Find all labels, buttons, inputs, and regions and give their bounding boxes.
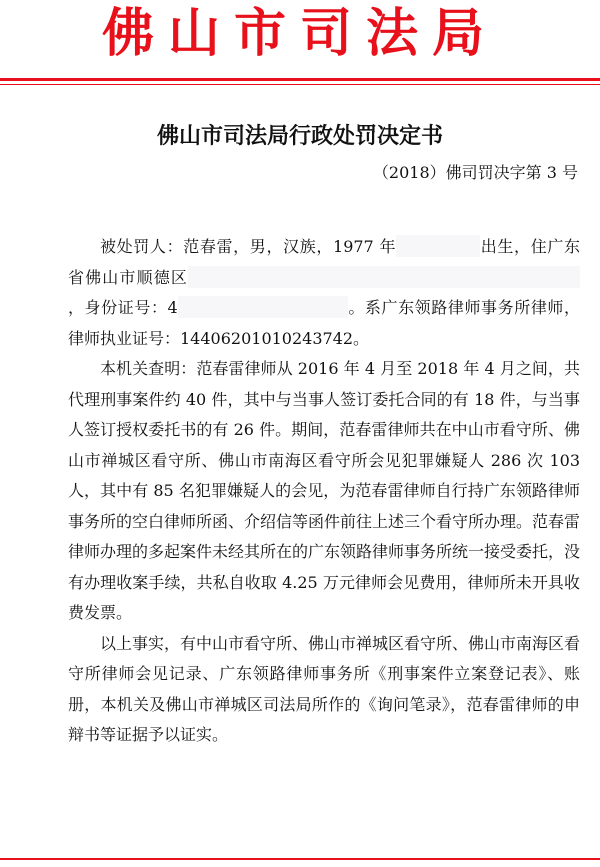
letterhead-rule-thick bbox=[0, 78, 600, 81]
paragraph-evidence: 以上事实，有中山市看守所、佛山市禅城区看守所、佛山市南海区看守所律师会见记录、广东领路律师事务所《刑事案件立案登记表》、账册，本机关及佛山市禅城区司法局所作的《询问笔录》，范春雷律师的申辩书等证据予以证实。 bbox=[68, 633, 581, 744]
party-info-text-b: 出生，住广东省佛山市顺德区 bbox=[68, 237, 580, 287]
paragraph-findings: 本机关查明：范春雷律师从 2016 年 4 月至 2018 年 4 月之间，共代理刑事案件约 40 件，其中与当事人签订委托合同的有 18 件，与当事人签订授权委托书的有 26 件。期间，范春雷律师共在中山市看守所、佛山市禅城区看守所、佛山市南海区看守所会见犯罪嫌疑人 286 次 103 人，其中有 85 名犯罪嫌疑人的会见，为范春雷律师自行持广东领路律师事务所的空白律师所函、介绍信等函件前往上述三个看守所办理。范春雷律师办理的多起案件未经其所在的广东领路律师事务所统一接受委托，没有办理收案手续，共私自收取 4.25 万元律师会见费用，律师所未开具收费发票。 bbox=[68, 359, 581, 622]
redaction-id-number bbox=[178, 296, 348, 318]
document-body bbox=[68, 232, 580, 751]
letterhead bbox=[0, 0, 600, 88]
letterhead-rule-thin bbox=[0, 84, 600, 85]
party-info-text-c: ，身份证号：4 bbox=[68, 298, 178, 317]
paragraph-party-info bbox=[68, 232, 580, 354]
party-info-text-a: 被处罚人：范春雷，男，汉族，1977 年 bbox=[100, 237, 397, 256]
footer-rule bbox=[0, 858, 600, 860]
document-number: （2018）佛司罚决字第 3 号 bbox=[372, 163, 578, 182]
redaction-birth-month bbox=[396, 235, 480, 257]
document-title: 佛山市司法局行政处罚决定书 bbox=[156, 124, 443, 149]
party-info-text-d: 。系广东领路律师事务所律师，律师执业证号：14406201010243742。 bbox=[68, 298, 580, 348]
org-name-heading: 佛山市司法局 bbox=[101, 3, 498, 64]
redaction-address bbox=[188, 266, 580, 288]
